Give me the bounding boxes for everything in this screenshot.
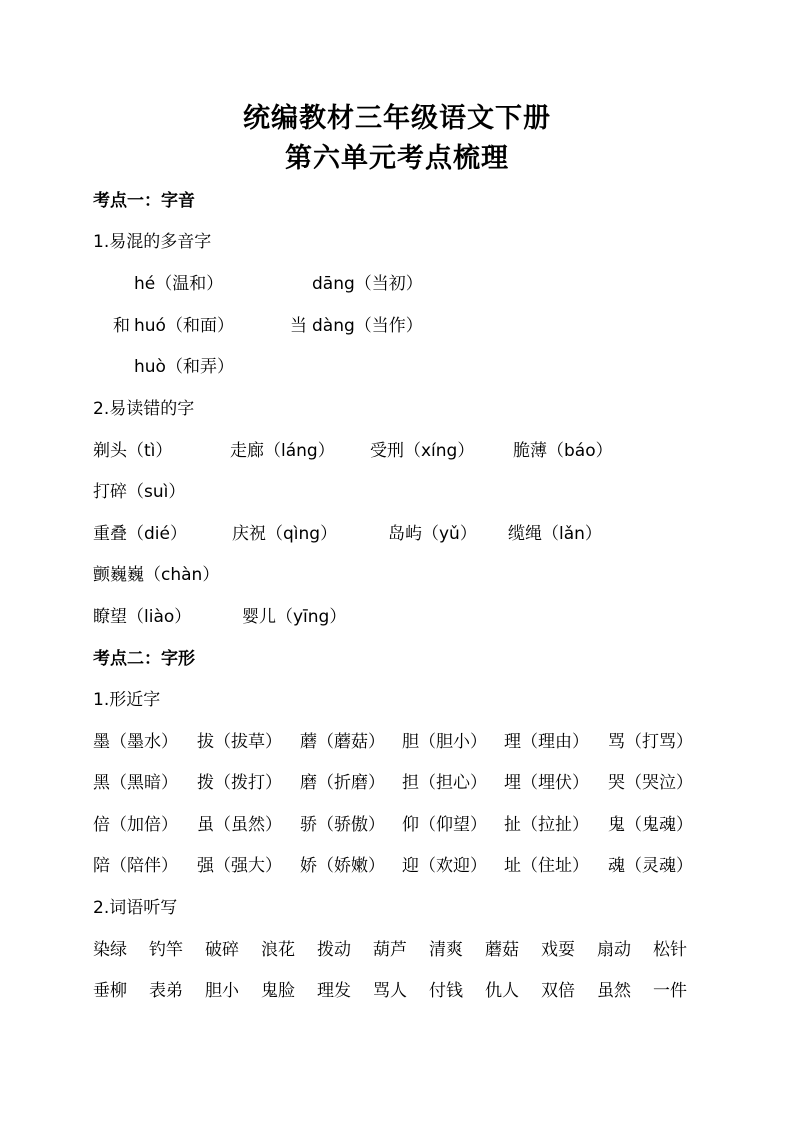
similar-cell: 蘑（蘑菇） bbox=[300, 732, 385, 752]
misread-1-4: 脆薄（báo） bbox=[513, 441, 613, 461]
similar-cell: 娇（娇嫩） bbox=[300, 856, 385, 876]
poly-he-item-1: hé（温和） bbox=[134, 274, 224, 294]
similar-cell: 拔（拔草） bbox=[197, 732, 282, 752]
similar-cell: 胆（胆小） bbox=[402, 732, 487, 752]
dictation-word: 胆小 bbox=[205, 981, 239, 1001]
poly-he-item-2: huó（和面） bbox=[134, 316, 234, 336]
misread-3-3: 岛屿（yǔ） bbox=[388, 524, 477, 544]
dictation-word: 浪花 bbox=[261, 940, 295, 960]
section-2-sub-2: 2.词语听写 bbox=[93, 898, 178, 918]
similar-cell: 魂（灵魂） bbox=[608, 856, 693, 876]
section-2-heading: 考点二：字形 bbox=[93, 649, 195, 669]
dictation-word: 葫芦 bbox=[373, 940, 407, 960]
dictation-word: 钓竿 bbox=[149, 940, 183, 960]
misread-2-1: 打碎（suì） bbox=[93, 482, 186, 502]
dictation-word: 仇人 bbox=[485, 981, 519, 1001]
dictation-word: 鬼脸 bbox=[261, 981, 295, 1001]
similar-cell: 扯（拉扯） bbox=[504, 815, 589, 835]
section-1-sub-2: 2.易读错的字 bbox=[93, 399, 195, 419]
dictation-word: 清爽 bbox=[429, 940, 463, 960]
similar-cell: 鬼（鬼魂） bbox=[608, 815, 693, 835]
similar-cell: 骄（骄傲） bbox=[300, 815, 385, 835]
similar-cell: 磨（折磨） bbox=[300, 773, 385, 793]
similar-cell: 址（住址） bbox=[504, 856, 589, 876]
similar-cell: 哭（哭泣） bbox=[608, 773, 693, 793]
dictation-word: 双倍 bbox=[541, 981, 575, 1001]
dictation-word: 松针 bbox=[653, 940, 687, 960]
similar-cell: 仰（仰望） bbox=[402, 815, 487, 835]
dictation-word: 虽然 bbox=[597, 981, 631, 1001]
misread-3-2: 庆祝（qìng） bbox=[232, 524, 338, 544]
section-1-sub-1: 1.易混的多音字 bbox=[93, 232, 212, 252]
similar-cell: 埋（埋伏） bbox=[504, 773, 589, 793]
dictation-word: 垂柳 bbox=[93, 981, 127, 1001]
similar-cell: 黑（黑暗） bbox=[93, 773, 178, 793]
similar-cell: 担（担心） bbox=[402, 773, 487, 793]
section-1-heading: 考点一：字音 bbox=[93, 191, 195, 211]
dictation-word: 戏耍 bbox=[541, 940, 575, 960]
dictation-word: 拨动 bbox=[317, 940, 351, 960]
misread-1-2: 走廊（láng） bbox=[230, 441, 335, 461]
poly-dang-item-2: dàng（当作） bbox=[312, 316, 423, 336]
dictation-word: 表弟 bbox=[149, 981, 183, 1001]
misread-3-1: 重叠（dié） bbox=[93, 524, 187, 544]
similar-cell: 陪（陪伴） bbox=[93, 856, 178, 876]
similar-cell: 倍（加倍） bbox=[93, 815, 178, 835]
similar-cell: 理（理由） bbox=[504, 732, 589, 752]
title-line-2: 第六单元考点梳理 bbox=[285, 143, 509, 174]
similar-cell: 迎（欢迎） bbox=[402, 856, 487, 876]
misread-1-1: 剃头（tì） bbox=[93, 441, 173, 461]
poly-he-item-3: huò（和弄） bbox=[134, 357, 234, 377]
section-2-sub-1: 1.形近字 bbox=[93, 690, 161, 710]
misread-4-1: 颤巍巍（chàn） bbox=[93, 565, 220, 585]
poly-dang-char: 当 bbox=[290, 316, 307, 336]
dictation-word: 骂人 bbox=[373, 981, 407, 1001]
dictation-word: 染绿 bbox=[93, 940, 127, 960]
misread-1-3: 受刑（xíng） bbox=[370, 441, 475, 461]
dictation-word: 一件 bbox=[653, 981, 687, 1001]
poly-dang-item-1: dāng（当初） bbox=[312, 274, 423, 294]
poly-he-char: 和 bbox=[113, 316, 130, 336]
similar-cell: 墨（墨水） bbox=[93, 732, 178, 752]
title-line-1: 统编教材三年级语文下册 bbox=[243, 103, 551, 134]
similar-cell: 强（强大） bbox=[197, 856, 282, 876]
dictation-word: 蘑菇 bbox=[485, 940, 519, 960]
similar-cell: 骂（打骂） bbox=[608, 732, 693, 752]
dictation-word: 理发 bbox=[317, 981, 351, 1001]
misread-3-4: 缆绳（lǎn） bbox=[508, 524, 602, 544]
misread-5-2: 婴儿（yīng） bbox=[242, 607, 347, 627]
similar-cell: 虽（虽然） bbox=[197, 815, 282, 835]
dictation-word: 破碎 bbox=[205, 940, 239, 960]
similar-cell: 拨（拨打） bbox=[197, 773, 282, 793]
dictation-word: 扇动 bbox=[597, 940, 631, 960]
misread-5-1: 瞭望（liào） bbox=[93, 607, 192, 627]
dictation-word: 付钱 bbox=[429, 981, 463, 1001]
